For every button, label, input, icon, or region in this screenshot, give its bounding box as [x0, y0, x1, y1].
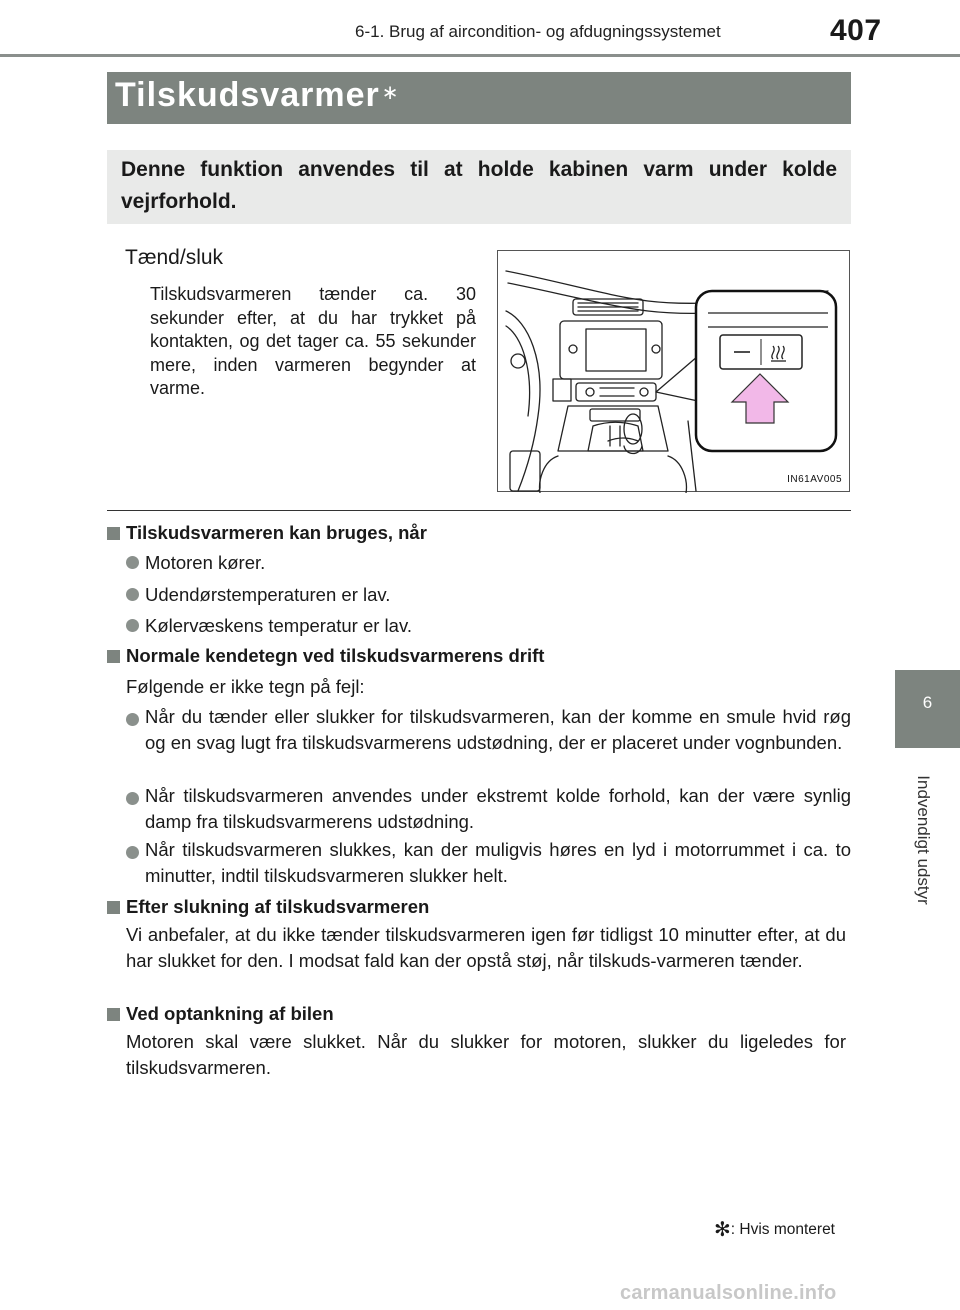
list-item: Når tilskudsvarmeren anvendes under ekstremt kolde forhold, kan der være synlig damp fra tilskudsvarmerens udstødning.	[145, 785, 851, 832]
section-divider	[107, 510, 851, 511]
section-body: Motoren skal være slukket. Når du slukker for motoren, slukker du ligeledes for tilskudsvarmeren.	[126, 1031, 846, 1078]
bullet-dot	[126, 588, 139, 601]
section-marker	[107, 901, 120, 914]
watermark: carmanualsonline.info	[620, 1282, 837, 1304]
page-title	[115, 76, 400, 115]
list-item: Kølervæskens temperatur er lav.	[145, 615, 412, 636]
section-heading-after-off: Efter slukning af tilskudsvarmeren	[126, 896, 430, 917]
section-heading-normal-behavior: Normale kendetegn ved tilskudsvarmerens drift	[126, 645, 545, 666]
title-asterisk: ∗	[381, 82, 400, 104]
dashboard-illustration	[497, 250, 850, 492]
chapter-label-text: Indvendigt udstyr	[914, 775, 933, 905]
on-off-description: Tilskudsvarmeren tænder ca. 30 sekunder efter, at du har trykket på kontakten, og det tager ca. 55 sekunder mere, inden varmeren begynder at varme.	[150, 284, 476, 398]
dashboard-drawing	[498, 251, 851, 493]
section-marker	[107, 527, 120, 540]
footnote-text: : Hvis monteret	[730, 1221, 835, 1238]
chapter-tab[interactable]: 6	[895, 670, 960, 748]
section-marker	[107, 650, 120, 663]
header-rule	[0, 54, 960, 57]
list-item: Udendørstemperaturen er lav.	[145, 584, 391, 605]
bullet-dot	[126, 713, 139, 726]
figure-code: IN61AV005	[787, 474, 842, 485]
page-title-text: Tilskudsvarmer	[115, 76, 380, 114]
list-item: Når tilskudsvarmeren slukkes, kan der muligvis høres en lyd i motorrummet i ca. to minutter, indtil tilskudsvarmeren slukker helt.	[145, 839, 851, 886]
list-item: Når du tænder eller slukker for tilskudsvarmeren, kan der komme en smule hvid røg og en svag lugt fra tilskudsvarmerens udstødning, der er placeret under vognbunden.	[145, 706, 851, 753]
list-item: Motoren kører.	[145, 552, 266, 573]
footnote-star: ✻	[714, 1219, 731, 1241]
chapter-label	[908, 760, 938, 920]
footnote	[714, 1215, 835, 1240]
section-heading-usage: Tilskudsvarmeren kan bruges, når	[126, 522, 427, 543]
on-off-heading: Tænd/sluk	[125, 246, 224, 269]
section-body: Vi anbefaler, at du ikke tænder tilskudsvarmeren igen før tidligst 10 minutter efter, at du har slukket for den. I modsat fald kan der opstå støj, når tilskuds-varmeren tænder.	[126, 924, 846, 971]
bullet-dot	[126, 619, 139, 632]
section-marker	[107, 1008, 120, 1021]
page-number: 407	[830, 14, 882, 47]
section-heading-refueling: Ved optankning af bilen	[126, 1003, 334, 1024]
bullet-dot	[126, 792, 139, 805]
bullet-dot	[126, 556, 139, 569]
switch-inset	[696, 291, 836, 451]
section-intro: Følgende er ikke tegn på fejl:	[126, 676, 365, 697]
running-header-section: 6-1. Brug af aircondition- og afdugningssystemet	[355, 22, 721, 41]
intro-text: Denne funktion anvendes til at holde kabinen varm under kolde vejrforhold.	[121, 158, 837, 213]
bullet-dot	[126, 846, 139, 859]
